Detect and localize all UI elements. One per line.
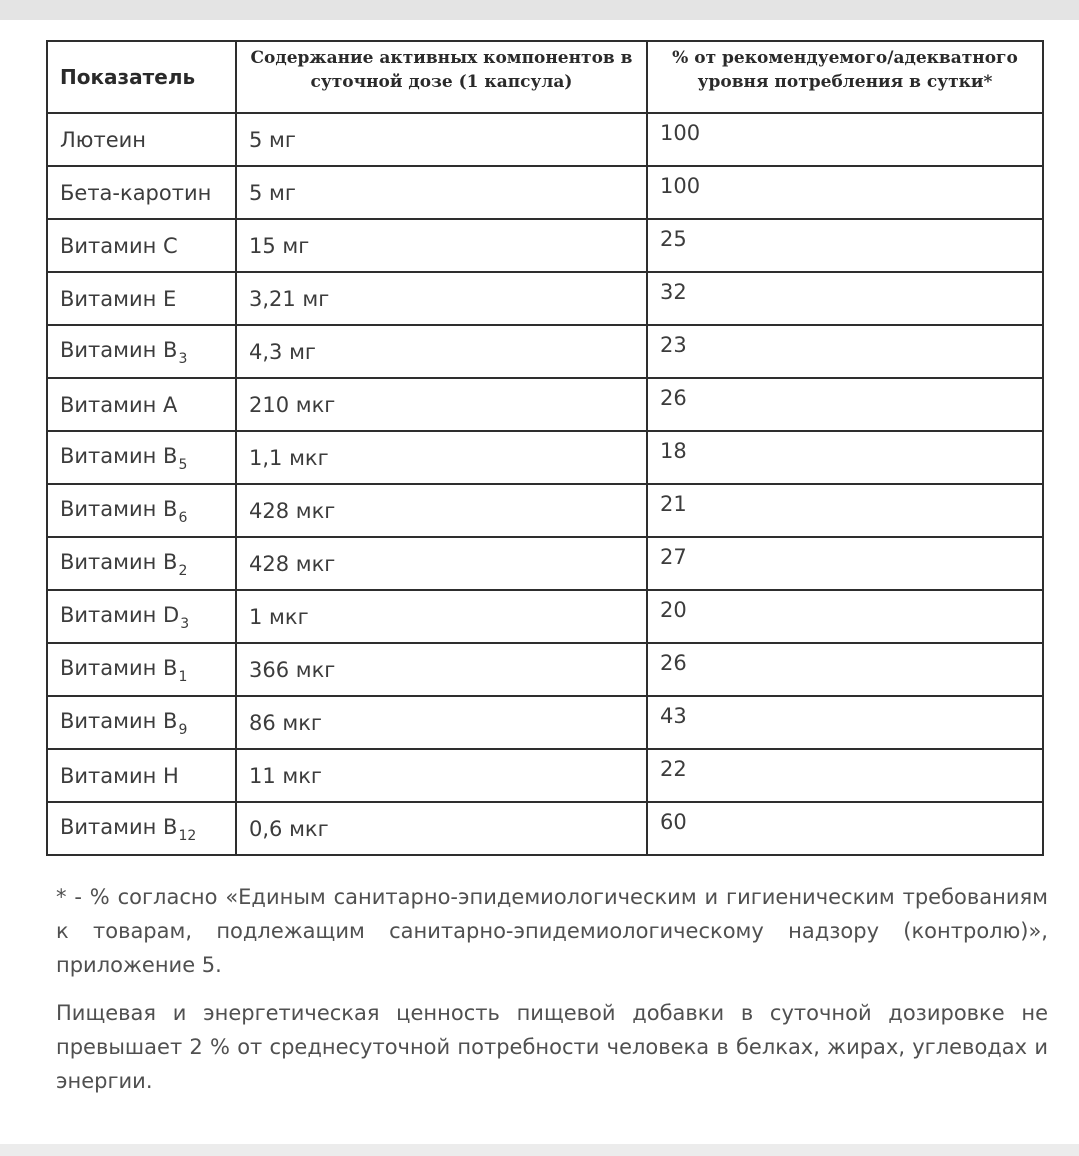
indicator-cell <box>47 643 236 696</box>
indicator-cell <box>47 325 236 378</box>
composition-table-container <box>46 40 1042 856</box>
indicator-cell <box>47 484 236 537</box>
indicator-cell <box>47 749 236 802</box>
indicator-cell <box>47 802 236 855</box>
percent-cell: 100 <box>647 166 1043 219</box>
indicator-subscript: 3 <box>180 616 190 632</box>
indicator-subscript: 5 <box>178 457 188 473</box>
amount-cell: 15 мг <box>236 219 647 272</box>
indicator-name: Витамин В <box>60 497 178 521</box>
indicator-subscript: 12 <box>178 828 197 844</box>
indicator-cell <box>47 590 236 643</box>
table-body <box>47 113 1043 855</box>
indicator-subscript: 2 <box>178 563 188 579</box>
table-row <box>47 802 1043 855</box>
indicator-name: Витамин В <box>60 656 178 680</box>
percent-cell: 43 <box>647 696 1043 749</box>
percent-cell: 25 <box>647 219 1043 272</box>
amount-cell: 366 мкг <box>236 643 647 696</box>
percent-cell: 100 <box>647 113 1043 166</box>
bottom-border-band <box>0 1144 1079 1156</box>
table-row <box>47 272 1043 325</box>
indicator-name: Витамин Н <box>60 763 179 788</box>
indicator-cell <box>47 113 236 166</box>
indicator-cell <box>47 219 236 272</box>
table-row <box>47 484 1043 537</box>
percent-cell: 22 <box>647 749 1043 802</box>
amount-cell: 4,3 мг <box>236 325 647 378</box>
table-row <box>47 219 1043 272</box>
indicator-name: Витамин D <box>60 603 180 627</box>
amount-cell: 3,21 мг <box>236 272 647 325</box>
table-row <box>47 166 1043 219</box>
header-indicator: Показатель <box>47 41 236 113</box>
amount-cell: 1 мкг <box>236 590 647 643</box>
percent-cell: 27 <box>647 537 1043 590</box>
indicator-cell <box>47 431 236 484</box>
top-border-band <box>0 0 1079 20</box>
indicator-name: Витамин В <box>60 709 178 733</box>
table-row <box>47 113 1043 166</box>
indicator-name: Витамин В <box>60 550 178 574</box>
indicator-subscript: 1 <box>178 669 188 685</box>
table-row <box>47 325 1043 378</box>
amount-cell: 86 мкг <box>236 696 647 749</box>
footnote-text: * - % согласно «Единым санитарно-эпидемиологическим и гигиеническим требованиям к товарам, подлежащим санитарно-эпидемиологическому надзору (контролю)», приложение 5. <box>56 885 1048 977</box>
indicator-cell <box>47 537 236 590</box>
indicator-subscript: 9 <box>178 722 188 738</box>
table-row <box>47 696 1043 749</box>
indicator-name: Витамин В <box>60 338 178 362</box>
nutrition-note: Пищевая и энергетическая ценность пищевой добавки в суточной дозировке не превышает 2 % от среднесуточной потребности человека в белках, жирах, углеводах и энергии. <box>56 1001 1048 1093</box>
table-row <box>47 749 1043 802</box>
table-row <box>47 643 1043 696</box>
amount-cell: 11 мкг <box>236 749 647 802</box>
percent-cell: 26 <box>647 643 1043 696</box>
amount-cell: 428 мкг <box>236 484 647 537</box>
table-row <box>47 537 1043 590</box>
indicator-name: Витамин А <box>60 392 178 417</box>
indicator-name: Лютеин <box>60 127 146 152</box>
indicator-subscript: 6 <box>178 510 188 526</box>
percent-cell: 20 <box>647 590 1043 643</box>
table-row <box>47 378 1043 431</box>
amount-cell: 0,6 мкг <box>236 802 647 855</box>
indicator-cell <box>47 272 236 325</box>
amount-cell: 5 мг <box>236 113 647 166</box>
percent-cell: 21 <box>647 484 1043 537</box>
percent-cell: 60 <box>647 802 1043 855</box>
percent-cell: 26 <box>647 378 1043 431</box>
indicator-subscript: 3 <box>178 351 188 367</box>
composition-table <box>46 40 1044 856</box>
indicator-name: Витамин В <box>60 815 178 839</box>
percent-cell: 32 <box>647 272 1043 325</box>
percent-cell: 23 <box>647 325 1043 378</box>
amount-cell: 210 мкг <box>236 378 647 431</box>
indicator-cell <box>47 378 236 431</box>
table-header-row <box>47 41 1043 113</box>
table-row <box>47 431 1043 484</box>
table-row <box>47 590 1043 643</box>
header-content: Содержание активных компонентов в суточной дозе (1 капсула) <box>236 41 647 113</box>
indicator-cell <box>47 696 236 749</box>
amount-cell: 1,1 мкг <box>236 431 647 484</box>
indicator-name: Бета-каротин <box>60 180 212 205</box>
indicator-name: Витамин С <box>60 233 178 258</box>
indicator-name: Витамин В <box>60 444 178 468</box>
amount-cell: 428 мкг <box>236 537 647 590</box>
percent-cell: 18 <box>647 431 1043 484</box>
indicator-cell <box>47 166 236 219</box>
amount-cell: 5 мг <box>236 166 647 219</box>
indicator-name: Витамин Е <box>60 286 177 311</box>
header-percent: % от рекомендуемого/адекватного уровня потребления в сутки* <box>647 41 1043 113</box>
notes-section <box>56 880 1048 1112</box>
